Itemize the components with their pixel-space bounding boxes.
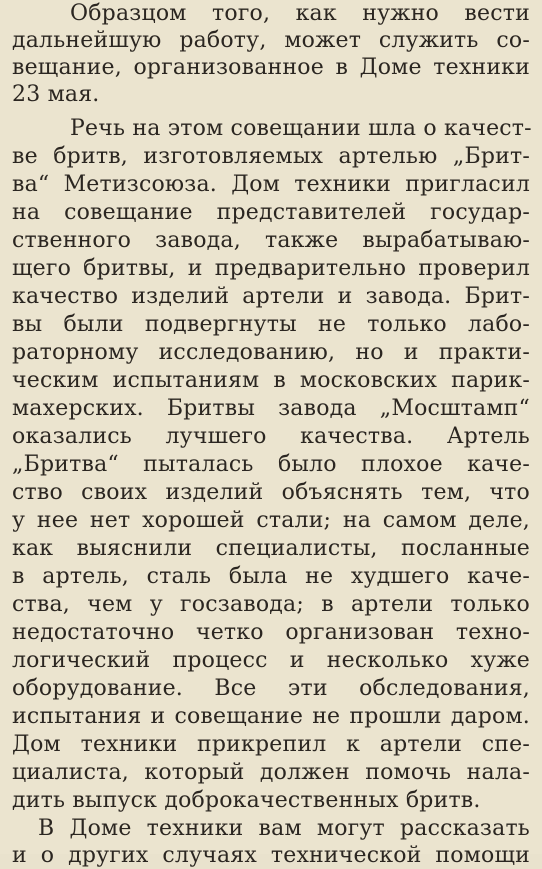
text-line: оказались лучшего качества. Артель <box>12 424 530 449</box>
text-line: В Доме техники вам могут рассказать <box>38 816 530 841</box>
text-line: циалиста, который должен помочь нала- <box>12 760 530 785</box>
text-line: ства, чем у госзавода; в артели только <box>12 592 530 617</box>
text-line: как выяснили специалисты, посланные <box>12 536 530 561</box>
text-line: 23 мая. <box>12 82 100 107</box>
text-line: Дом техники прикрепил к артели спе- <box>12 732 530 757</box>
text-line: качество изделий артели и завода. Брит- <box>12 284 530 309</box>
text-line: в артель, сталь была не худшего каче- <box>12 564 530 589</box>
text-line: дить выпуск доброкачественных бритв. <box>12 788 481 813</box>
text-line: вы были подвергнуты не только лабо- <box>12 312 530 337</box>
text-line: у нее нет хорошей стали; на самом деле, <box>12 508 530 533</box>
text-line: вещание, организованное в Доме техники <box>12 55 530 80</box>
text-line: щего бритвы, и предварительно проверил <box>12 256 530 281</box>
text-line: Образцом того, как нужно вести <box>70 1 530 26</box>
text-line: и о других случаях технической помощи <box>12 843 530 868</box>
text-line: махерских. Бритвы завода „Мосштамп“ <box>12 396 530 421</box>
text-line: ва“ Метизсоюза. Дом техники пригласил <box>12 172 530 197</box>
text-line: испытания и совещание не прошли даром. <box>12 704 530 729</box>
text-line: недостаточно четко организован техно- <box>12 620 530 645</box>
text-line: на совещание представителей государ- <box>12 200 530 225</box>
text-line: ство своих изделий объяснять тем, что <box>12 480 530 505</box>
text-line: раторному исследованию, но и практи- <box>12 340 530 365</box>
text-line: дальнейшую работу, может служить со- <box>12 28 530 53</box>
text-line: „Бритва“ пыталась было плохое каче- <box>12 452 530 477</box>
text-line: ственного завода, также вырабатываю- <box>12 228 530 253</box>
text-line: Речь на этом совещании шла о качест- <box>70 116 532 141</box>
text-line: ве бритв, изготовляемых артелью „Брит- <box>12 144 530 169</box>
text-line: логический процесс и несколько хуже <box>12 648 530 673</box>
text-line: оборудование. Все эти обследования, <box>12 676 530 701</box>
text-line: ческим испытаниям в московских парик- <box>12 368 530 393</box>
